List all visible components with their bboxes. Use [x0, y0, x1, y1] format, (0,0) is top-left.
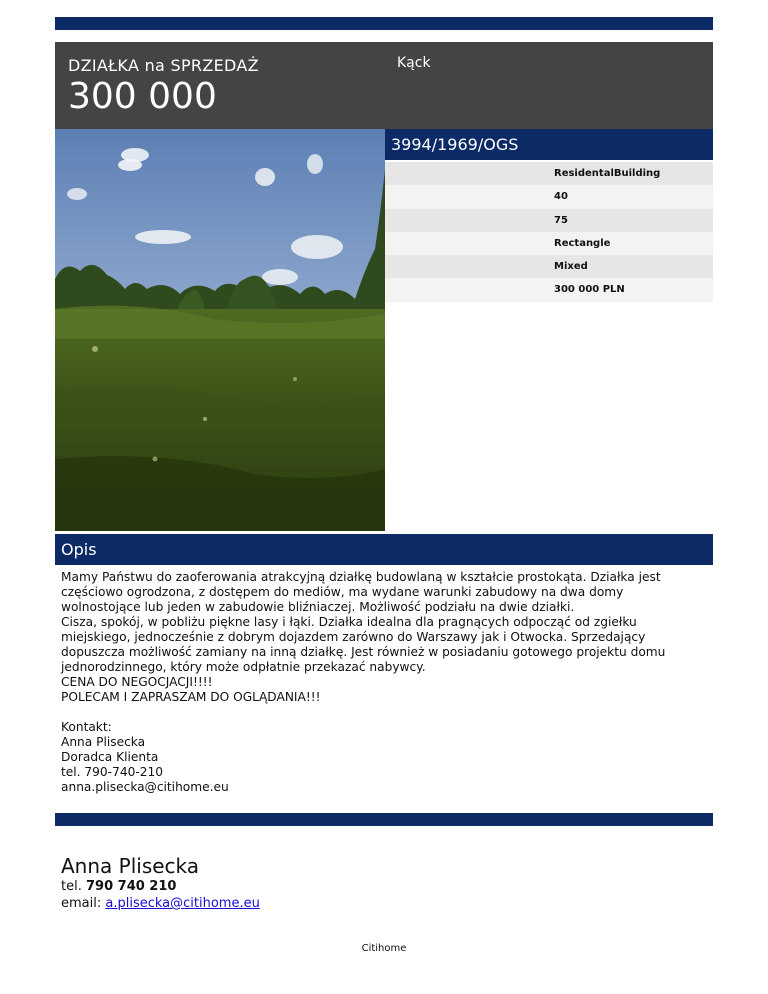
phone-label: tel. — [61, 879, 86, 894]
detail-row: 300 000 PLN — [385, 278, 713, 301]
footer-brand: Citihome — [361, 943, 407, 954]
details-table — [385, 162, 713, 302]
detail-row: Mixed — [385, 255, 713, 278]
agent-name: Anna Plisecka — [61, 854, 200, 878]
contact-line: anna.plisecka@citihome.eu — [61, 780, 229, 794]
description-line: dopuszcza możliwość zamiany na inną działkę. Jest również w posiadaniu gotowego projektu domu — [61, 645, 666, 659]
detail-row: Rectangle — [385, 232, 713, 255]
property-photo — [55, 129, 385, 531]
description-line: miejskiego, jednocześnie z dobrym dojazdem zarówno do Warszawy jak i Otwocka. Sprzedający — [61, 630, 646, 644]
description-line: CENA DO NEGOCJACJI!!!! — [61, 675, 213, 689]
description-body — [61, 570, 711, 795]
description-line: wolnostojące lub jeden w zabudowie bliźniaczej. Możliwość podziału na dwie działki. — [61, 600, 575, 614]
contact-line: Doradca Klienta — [61, 750, 159, 764]
contact-line: Kontakt: — [61, 720, 112, 734]
contact-line: tel. 790-740-210 — [61, 765, 163, 779]
listing-price: 300 000 — [68, 76, 217, 117]
description-line: częściowo ogrodzona, z dostępem do mediów, ma wydane warunki zabudowy na dwa domy — [61, 585, 624, 599]
paragraph-gap — [61, 705, 711, 720]
description-line: jednorodzinnego, który może odpłatnie przekazać nabywcy. — [61, 660, 426, 674]
agent-email — [61, 895, 260, 912]
detail-row: 40 — [385, 185, 713, 208]
description-line: Cisza, spokój, w pobliżu piękne lasy i łąki. Działka idealna dla pragnących odpocząć od zgiełku — [61, 615, 637, 629]
agent-phone — [61, 878, 260, 895]
description-line: POLECAM I ZAPRASZAM DO OGLĄDANIA!!! — [61, 690, 321, 704]
description-line: Mamy Państwu do zaoferowania atrakcyjną działkę budowlaną w kształcie prostokąta. Działka jest — [61, 570, 661, 584]
email-label: email: — [61, 896, 106, 911]
listing-header — [55, 42, 713, 129]
reference-number: 3994/1969/OGS — [385, 129, 713, 160]
phone-number: 790 740 210 — [85, 879, 177, 894]
section-divider-bar — [55, 813, 713, 826]
listing-city: Kąck — [397, 55, 431, 71]
agent-card — [61, 854, 260, 912]
top-accent-bar — [55, 17, 713, 30]
detail-row: 75 — [385, 209, 713, 232]
meadow-photo-illustration — [55, 129, 385, 531]
email-link[interactable]: a.plisecka@citihome.eu — [105, 896, 260, 911]
detail-row: ResidentalBuilding — [385, 162, 713, 185]
listing-type: DZIAŁKA na SPRZEDAŻ — [68, 56, 259, 75]
description-heading: Opis — [55, 534, 713, 565]
contact-line: Anna Plisecka — [61, 735, 146, 749]
